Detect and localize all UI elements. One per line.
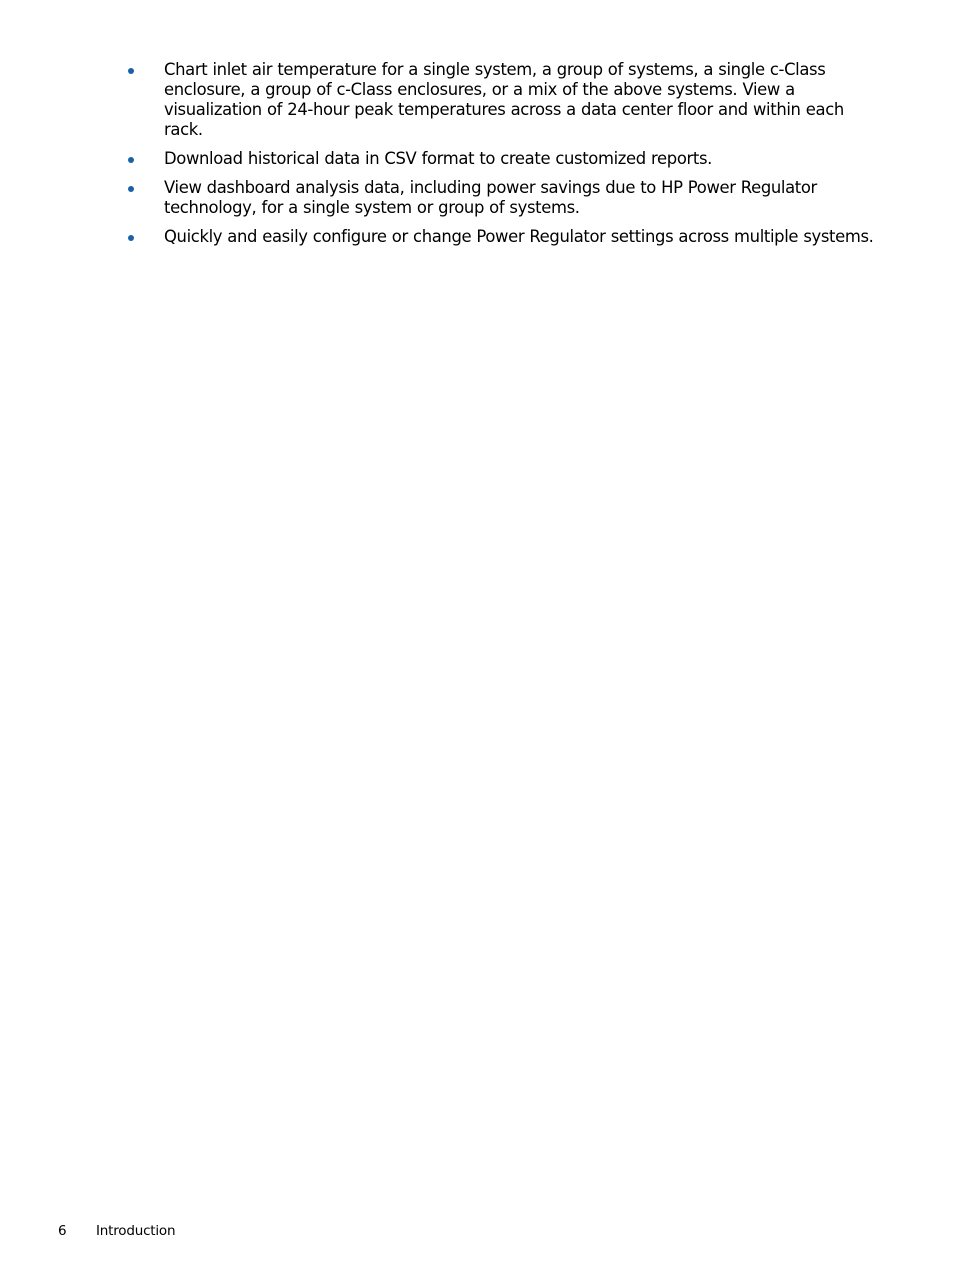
bullet-dot-icon bbox=[128, 235, 134, 241]
footer-section-title: Introduction bbox=[96, 1223, 176, 1239]
page-number: 6 bbox=[58, 1223, 67, 1239]
list-item bbox=[124, 149, 874, 169]
bullet-text: Chart inlet air temperature for a single system, a group of systems, a single c-Class enclosure, a group of c-Class enclosures, or a mix of the above systems. View a visualization of 24-hour peak temperatures across a data center floor and within each rack. bbox=[164, 60, 844, 139]
bullet-dot-icon bbox=[128, 186, 134, 192]
page-footer bbox=[58, 1223, 175, 1240]
list-item bbox=[124, 60, 874, 140]
bullet-dot-icon bbox=[128, 157, 134, 163]
bullet-dot-icon bbox=[128, 68, 134, 74]
bullet-text: Download historical data in CSV format to create customized reports. bbox=[164, 149, 713, 168]
list-item bbox=[124, 178, 874, 218]
bullet-text: Quickly and easily configure or change Power Regulator settings across multiple systems. bbox=[164, 227, 874, 246]
list-item bbox=[124, 227, 874, 247]
bullet-text: View dashboard analysis data, including power savings due to HP Power Regulator technology, for a single system or group of systems. bbox=[164, 178, 817, 217]
feature-bullet-list bbox=[124, 60, 874, 256]
